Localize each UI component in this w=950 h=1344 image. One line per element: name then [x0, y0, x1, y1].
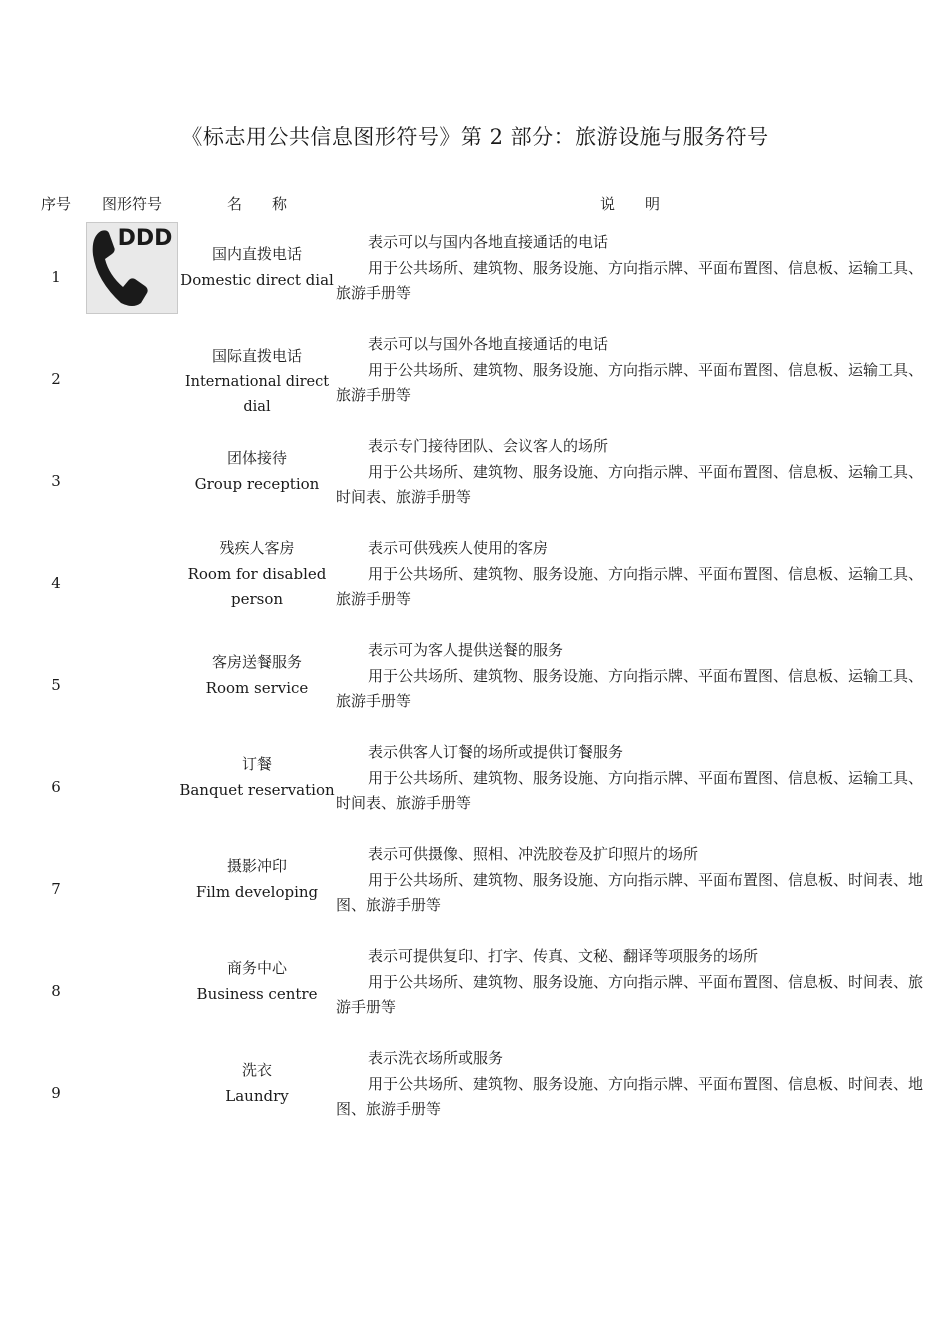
table-row: [0, 332, 950, 434]
description-usage: 用于公共场所、建筑物、服务设施、方向指示牌、平面布置图、信息板、运输工具、旅游手册等: [336, 564, 924, 608]
row-description: [336, 536, 924, 613]
name-en: Business centre: [196, 984, 318, 1003]
description-usage: 用于公共场所、建筑物、服务设施、方向指示牌、平面布置图、信息板、运输工具、旅游手册等: [336, 258, 924, 302]
row-description: [336, 638, 924, 715]
name-cn: 订餐: [241, 755, 272, 773]
document-title: 《标志用公共信息图形符号》第 2 部分：旅游设施与服务符号: [181, 125, 769, 149]
telephone-ddd-icon: [86, 222, 178, 314]
description-main: 表示供客人订餐的场所或提供订餐服务: [368, 743, 624, 761]
header-seq: 序号: [40, 195, 71, 213]
name-en: International direct dial: [184, 373, 330, 415]
name-en: Room for disabled person: [187, 564, 327, 608]
name-en: Room service: [205, 678, 309, 697]
table-row: [0, 226, 950, 332]
header-name: 名 称: [226, 195, 287, 213]
row-seq: 5: [51, 676, 61, 694]
row-seq: 6: [51, 778, 61, 796]
table-row: [0, 842, 950, 944]
description-main: 表示可为客人提供送餐的服务: [368, 641, 564, 659]
name-en: Domestic direct dial: [180, 270, 334, 289]
row-name: [178, 650, 336, 701]
table-row: [0, 944, 950, 1046]
row-seq: 2: [51, 370, 61, 388]
row-description: [336, 332, 924, 409]
row-name: [178, 752, 336, 803]
row-description: [336, 434, 924, 511]
table-row: [0, 638, 950, 740]
row-description: [336, 944, 924, 1021]
name-cn: 洗衣: [241, 1061, 272, 1079]
description-usage: 用于公共场所、建筑物、服务设施、方向指示牌、平面布置图、信息板、时间表、地图、旅游手册等: [336, 1074, 924, 1118]
table-row: [0, 740, 950, 842]
ddd-text: DDD: [117, 226, 173, 251]
row-name: [178, 854, 336, 905]
row-seq: 4: [51, 574, 61, 592]
row-seq: 8: [51, 982, 61, 1000]
description-main: 表示可供摄像、照相、冲洗胶卷及扩印照片的场所: [368, 845, 699, 863]
row-description: [336, 1046, 924, 1123]
name-cn: 残疾人客房: [219, 539, 295, 557]
row-seq: 3: [51, 472, 61, 490]
name-cn: 国内直拨电话: [211, 245, 302, 263]
row-description: [336, 230, 924, 307]
row-name: [186, 536, 328, 613]
table-row: [0, 1046, 950, 1148]
name-en: Laundry: [225, 1086, 289, 1105]
row-description: [336, 740, 924, 817]
name-en: Banquet reservation: [179, 780, 335, 799]
row-seq: 9: [51, 1084, 61, 1102]
row-name: [178, 956, 336, 1007]
header-symbol: 图形符号: [101, 195, 162, 213]
row-name: [178, 344, 336, 421]
description-usage: 用于公共场所、建筑物、服务设施、方向指示牌、平面布置图、信息板、运输工具、旅游手册等: [336, 360, 924, 404]
description-usage: 用于公共场所、建筑物、服务设施、方向指示牌、平面布置图、信息板、运输工具、时间表、旅游手册等: [336, 462, 924, 506]
table-row: [0, 434, 950, 536]
description-usage: 用于公共场所、建筑物、服务设施、方向指示牌、平面布置图、信息板、时间表、地图、旅游手册等: [336, 870, 924, 914]
name-cn: 国际直拨电话: [211, 347, 302, 365]
name-en: Group reception: [194, 474, 320, 493]
description-main: 表示洗衣场所或服务: [368, 1049, 504, 1067]
row-seq: 7: [51, 880, 61, 898]
description-main: 表示可以与国内各地直接通话的电话: [368, 233, 609, 251]
description-usage: 用于公共场所、建筑物、服务设施、方向指示牌、平面布置图、信息板、运输工具、时间表、旅游手册等: [336, 768, 924, 812]
name-cn: 商务中心: [226, 959, 287, 977]
description-usage: 用于公共场所、建筑物、服务设施、方向指示牌、平面布置图、信息板、运输工具、旅游手册等: [336, 666, 924, 710]
name-cn: 客房送餐服务: [211, 653, 302, 671]
header-description: 说 明: [599, 195, 660, 213]
description-main: 表示可提供复印、打字、传真、文秘、翻译等项服务的场所: [368, 947, 759, 965]
description-main: 表示专门接待团队、会议客人的场所: [368, 437, 609, 455]
description-main: 表示可供残疾人使用的客房: [368, 539, 549, 557]
table-row: [0, 536, 950, 638]
row-name: [178, 1058, 336, 1109]
name-cn: 团体接待: [226, 449, 287, 467]
row-name: [178, 242, 336, 293]
name-en: Film developing: [195, 882, 319, 901]
row-seq: 1: [51, 268, 61, 286]
description-main: 表示可以与国外各地直接通话的电话: [368, 335, 609, 353]
description-usage: 用于公共场所、建筑物、服务设施、方向指示牌、平面布置图、信息板、时间表、旅游手册等: [336, 972, 924, 1016]
name-cn: 摄影冲印: [226, 857, 287, 875]
row-description: [336, 842, 924, 919]
row-name: [178, 446, 336, 497]
